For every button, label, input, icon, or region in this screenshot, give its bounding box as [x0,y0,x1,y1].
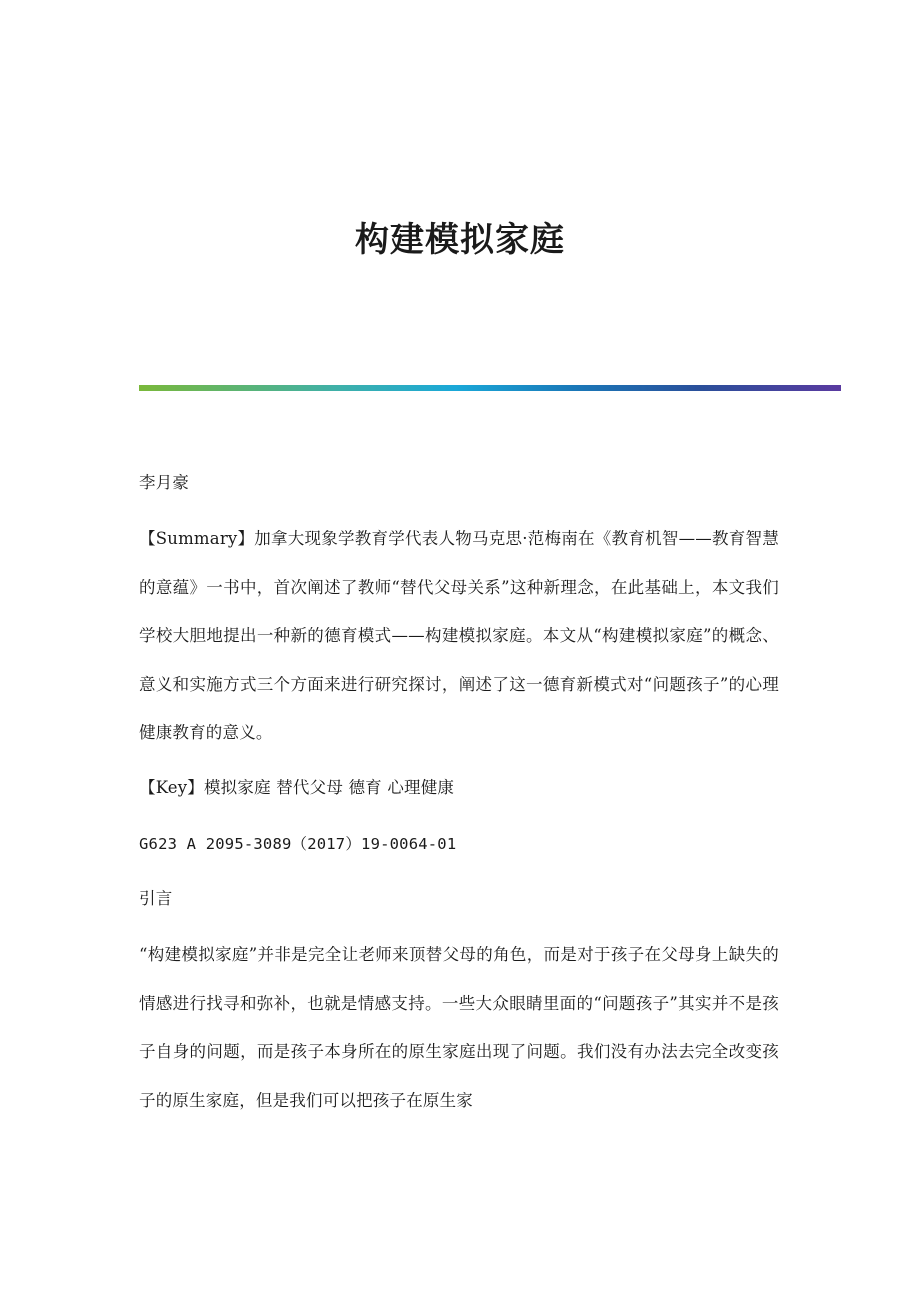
keywords-label: 【Key】 [139,778,204,797]
summary-label: 【Summary】 [139,529,255,548]
gradient-divider [139,385,841,391]
document-title: 构建模拟家庭 [355,220,565,260]
keywords-text: 模拟家庭 替代父母 德育 心理健康 [203,778,455,797]
author-name: 李月豪 [139,473,190,492]
classification-code: G623 A 2095-3089（2017）19-0064-01 [139,835,457,853]
keywords-line [139,764,779,813]
summary-paragraph [139,515,779,758]
intro-heading: 引言 [139,889,173,908]
intro-paragraph: “构建模拟家庭”并非是完全让老师来顶替父母的角色，而是对于孩子在父母身上缺失的情感进行找寻和弥补，也就是情感支持。一些大众眼睛里面的“问题孩子”其实并不是孩子自身的问题，而是孩子本身所在的原生家庭出现了问题。我们没有办法去完全改变孩子的原生家庭，但是我们可以把孩子在原生家 [139,945,779,1110]
summary-text: 加拿大现象学教育学代表人物马克思·范梅南在《教育机智——教育智慧的意蕴》一书中，首次阐述了教师“替代父母关系”这种新理念，在此基础上，本文我们学校大胆地提出一种新的德育模式——构建模拟家庭。本文从“构建模拟家庭”的概念、意义和实施方式三个方面来进行研究探讨，阐述了这一德育新模式对“问题孩子”的心理健康教育的意义。 [139,529,779,743]
